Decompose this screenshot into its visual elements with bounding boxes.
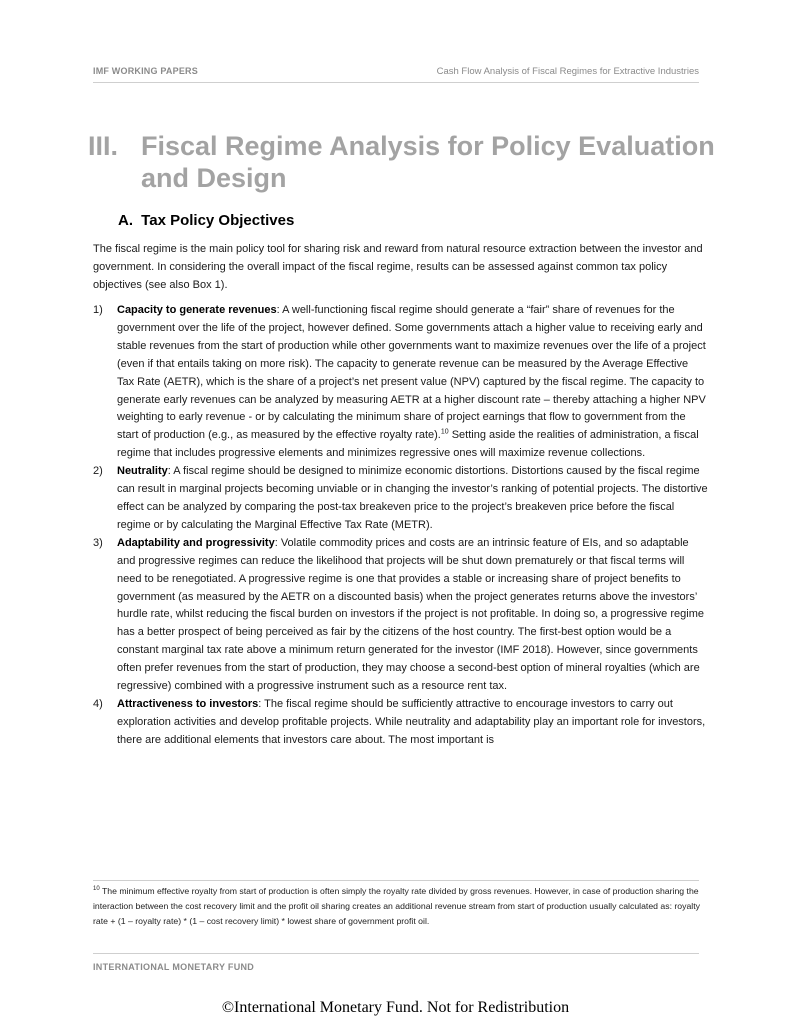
item-number: 1)	[93, 304, 103, 316]
subsection-heading	[118, 212, 298, 229]
copyright-notice: ©International Monetary Fund. Not for Redistribution	[221, 999, 570, 1016]
section-title: Fiscal Regime Analysis for Policy Evaluation and Design	[141, 131, 715, 193]
item-term: Adaptability and progressivity	[117, 536, 275, 549]
item-text: : A well-functioning fiscal regime should generate a “fair” share of revenues for the government over the life of the project, however defined. Some governments attach a higher value to receiving early and stable revenues from the start of production while other governments want to maximize revenues over the life of a project (even if that entails taking on more risk). The capacity to generate revenue can be measured by the Average Effective Tax Rate (AETR), which is the share of a project’s net present value (NPV) captured by the fiscal regime. The capacity to generate early revenues can be analyzed by measuring AETR at a higher discount rate – thereby attaching a higher NPV weighting to early revenue - or by calculating the minimum share of project earnings that flow to government from the start of production (e.g., as measured by the effective royalty rate).	[117, 304, 706, 442]
intro-paragraph: The fiscal regime is the main policy tool for sharing risk and reward from natural resource extraction between the investor and government. In considering the overall impact of the fiscal regime, results can be assessed against common tax policy objectives (see also Box 1).	[93, 243, 703, 291]
item-text: : Volatile commodity prices and costs are an intrinsic feature of EIs, and so adaptable and progressive regimes can reduce the likelihood that projects will be shut down prematurely or that fiscal terms will need to be renegotiated. A progressive regime is one that provides a stable or increasing share of project benefits to government (as measured by the AETR on a discounted basis) when the project generates returns above the investors’ hurdle rate, whilst reducing the fiscal burden on investors if the project is not profitable. In doing so, a progressive regime has a better prospect of being perceived as fair by the citizens of the host country. The first-best option would be a constant marginal tax rate above a minimum return generated for the investor (IMF 2018). However, since governments often prefer revenues from the start of production, they may choose a second-best option of mineral royalties (which are regressive) combined with a progressive instrument such as a resource rent tax.	[117, 536, 704, 693]
item-text: : The fiscal regime should be sufficiently attractive to encourage investors to carry out exploration activities and develop profitable projects. While neutrality and adaptability play an important role for investors, there are additional elements that investors care about. The most important is	[117, 697, 706, 746]
item-number: 4)	[93, 697, 103, 710]
footnote-text: The minimum effective royalty from start of production is often simply the royalty rate divided by gross revenues. However, in case of production sharing the interaction between the cost recovery limit and the profit oil sharing creates an additional revenue stream from start of production usually calculated as: royalty rate + (1 – royalty rate) * (1 – cost recovery limit) * lowest share of government profit oil.	[93, 886, 700, 927]
item-term: Neutrality	[117, 465, 168, 478]
list-item	[93, 535, 708, 696]
footer-divider	[93, 953, 699, 954]
header-divider	[93, 82, 699, 83]
item-number: 3)	[93, 536, 103, 549]
footnote-divider	[93, 880, 699, 881]
item-term: Capacity to generate revenues	[117, 304, 277, 316]
subsection-title: Tax Policy Objectives	[141, 212, 295, 229]
footer-organization: INTERNATIONAL MONETARY FUND	[93, 962, 255, 972]
list-item	[93, 302, 708, 463]
item-text: : A fiscal regime should be designed to minimize economic distortions. Distortions caused by the fiscal regime can result in marginal projects becoming unviable or in changing the investor’s ranking of potential projects. The distortive effect can be analyzed by comparing the post-tax breakeven price to the project’s breakeven price before the fiscal regime or by calculating the Marginal Effective Tax Rate (METR).	[117, 465, 708, 531]
footnote-number: 10	[93, 886, 100, 893]
list-item	[93, 696, 708, 750]
header-paper-title: Cash Flow Analysis of Fiscal Regimes for Extractive Industries	[436, 66, 699, 77]
footnote	[93, 884, 703, 930]
list-item	[93, 463, 708, 535]
item-number: 2)	[93, 465, 103, 478]
item-text-continued: Setting aside the realities of administration, a fiscal regime that includes progressive elements and minimizes regressive ones will maximize revenue collections.	[117, 429, 699, 460]
subsection-letter: A.	[118, 212, 133, 229]
header-series-title: IMF WORKING PAPERS	[93, 66, 198, 76]
item-term: Attractiveness to investors	[117, 697, 259, 710]
section-number: III.	[88, 131, 119, 161]
page-header	[93, 66, 699, 80]
policy-objectives-list	[93, 302, 708, 750]
footnote-ref-link[interactable]: 10	[440, 428, 449, 436]
